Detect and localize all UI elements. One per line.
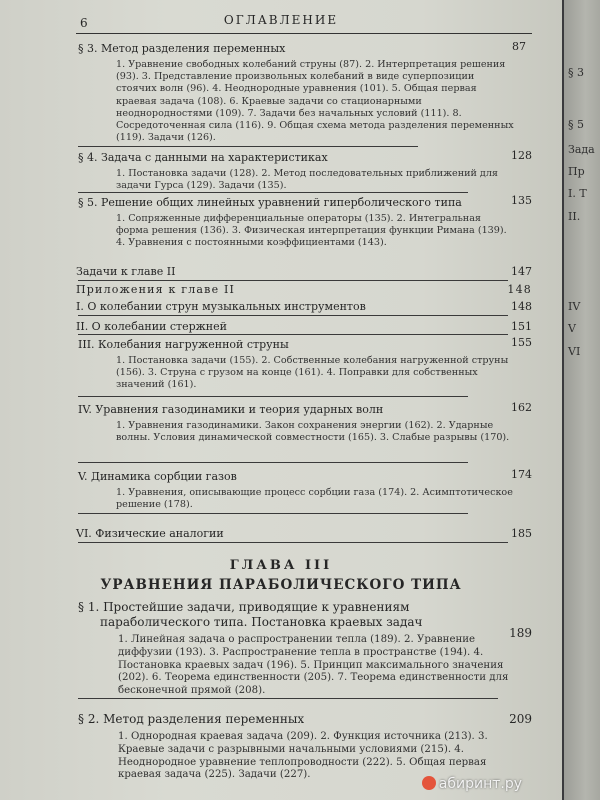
running-title: ОГЛАВЛЕНИЕ xyxy=(223,13,339,27)
facing-text: Пр xyxy=(568,165,585,178)
section-title: § 3. Метод разделения переменных xyxy=(78,42,286,55)
leader-rule xyxy=(78,315,508,316)
leader-rule xyxy=(78,146,418,147)
toc-section-3: § 3. Метод разделения переменных 87 1. Уравнение свободных колебаний струны (87). 2. Интерпретация решения (93). 3. Представление произвольных колебаний в виде суперпозиции стоячих волн (96). 4. Неоднородные уравнения (101). 5. Общая первая краевая задача (108). 6. Краевые задачи со стационарными неоднородностями (109). 7. Задачи без начальных условий (111). 8. Сосредоточенная сила (116). 9. Общая схема метода разделения переменных (119). Задачи (126). xyxy=(76,42,532,144)
facing-text: VI xyxy=(568,345,581,358)
facing-text: § 3 xyxy=(568,66,584,79)
section-title: § 2. Метод разделения переменных xyxy=(78,712,305,726)
section-subtopics: 1. Уравнения газодинамики. Закон сохранения энергии (162). 2. Ударные волны. Условия динамической совместности (165). 3. Слабые разрывы (170). xyxy=(116,420,510,444)
toc-section-5 xyxy=(76,196,532,250)
page-ref: 209 xyxy=(509,712,532,726)
toc-appendix-5: V. Динамика сорбции газов 174 1. Уравнения, описывающие процесс сорбции газа (174). 2. Асимптотическое решение (178). xyxy=(78,468,532,511)
leader-rule xyxy=(78,334,508,335)
facing-text: IV xyxy=(568,300,581,313)
leader-rule xyxy=(78,280,508,281)
section-subtopics: 1. Постановка задачи (128). 2. Метод последовательных приближений для задачи Гурса (129). Задачи (135). xyxy=(116,168,498,192)
toc-appendix-4: IV. Уравнения газодинамики и теория ударных волн 162 1. Уравнения газодинамики. Закон сохранения энергии (162). 2. Ударные волны. Условия динамической совместности (165). 3. Слабые разрывы (170). xyxy=(78,401,532,444)
chapter-title: УРАВНЕНИЯ ПАРАБОЛИЧЕСКОГО ТИПА xyxy=(100,577,462,593)
toc-appendix-6: VI. Физические аналогии 185 xyxy=(76,527,532,540)
watermark: абиринт.ру xyxy=(422,776,522,792)
leader-rule xyxy=(78,192,468,193)
leader-rule xyxy=(78,513,468,514)
leader-rule xyxy=(78,462,468,463)
toc-appendix-3: III. Колебания нагруженной струны 155 1. Постановка задачи (155). 2. Собственные колебания нагруженной струны (156). 3. Струна с грузом на конце (161). 4. Поправки для собственных значений (161). xyxy=(78,336,532,391)
facing-text: V xyxy=(568,322,576,335)
chapter-label: ГЛАВА III xyxy=(229,558,333,573)
section-subtopics: 1. Линейная задача о распространении тепла (189). 2. Уравнение диффузии (193). 3. Распространение тепла в пространстве (194). 4. Постановка краевых задач (196). 5. Принцип максимального значения (202). 6. Теорема единственности (205). 7. Теорема единственности для бесконечной прямой (208). xyxy=(118,634,509,697)
header-rule xyxy=(76,33,532,34)
labirint-logo-icon xyxy=(422,776,436,790)
toc-appendix-header: Приложения к главе II 148 xyxy=(76,283,532,296)
page-ref: 128 xyxy=(511,149,532,162)
facing-text: I. Т xyxy=(568,187,587,200)
page-ref: 189 xyxy=(509,626,532,640)
section-subtopics: 1. Сопряженные дифференциальные операторы (135). 2. Интегральная форма решения (136). 3. Физическая интерпретация функции Римана (139). 4. Уравнения с постоянными коэффициентами (143). xyxy=(116,213,507,249)
leader-rule xyxy=(78,396,468,397)
facing-page-edge xyxy=(564,0,600,800)
facing-text: II. xyxy=(568,210,581,223)
section-title: § 5. Решение общих линейных уравнений гиперболического типа xyxy=(78,196,462,209)
section-subtopics: 1. Однородная краевая задача (209). 2. Функция источника (213). 3. Краевые задачи с разрывными начальными условиями (215). 4. Неоднородное уравнение теплопроводности (222). 5. Общая первая краевая задача (225). Задачи (227). xyxy=(118,731,488,781)
toc-tasks-ch2: Задачи к главе II 147 xyxy=(76,265,532,278)
section-title: § 1. Простейшие задачи, приводящие к уравнениям параболического типа. Постановка краевых задач xyxy=(78,600,423,629)
page-ref: 135 xyxy=(511,194,532,207)
toc-appendix-1: I. О колебании струн музыкальных инструментов 148 xyxy=(76,300,532,313)
toc-ch3-section-1 xyxy=(76,600,532,698)
section-title: § 4. Задача с данными на характеристиках xyxy=(78,151,328,164)
toc-section-4 xyxy=(76,151,532,192)
leader-rule xyxy=(78,542,508,543)
toc-appendix-2: II. О колебании стержней 151 xyxy=(76,320,532,333)
facing-text: § 5 xyxy=(568,118,584,131)
section-subtopics: 1. Уравнение свободных колебаний струны (87). 2. Интерпретация решения (93). 3. Представление произвольных колебаний в виде суперпозиции стоячих волн (96). 4. Неоднородные уравнения (101). 5. Общая первая краевая задача (108). 6. Краевые задачи со стационарными неоднородностями (109). 7. Задачи без начальных условий (111). 8. Сосредоточенная сила (116). 9. Общая схема метода разделения переменных (119). Задачи (126). xyxy=(116,59,514,144)
toc-ch3-section-2 xyxy=(76,712,532,782)
leader-rule xyxy=(78,698,498,699)
section-subtopics: 1. Постановка задачи (155). 2. Собственные колебания нагруженной струны (156). 3. Струна с грузом на конце (161). 4. Поправки для собственных значений (161). xyxy=(116,355,509,391)
facing-text: Зада xyxy=(568,143,595,156)
page-number: 6 xyxy=(80,16,88,30)
section-subtopics: 1. Уравнения, описывающие процесс сорбции газа (174). 2. Асимптотическое решение (178). xyxy=(116,487,513,511)
